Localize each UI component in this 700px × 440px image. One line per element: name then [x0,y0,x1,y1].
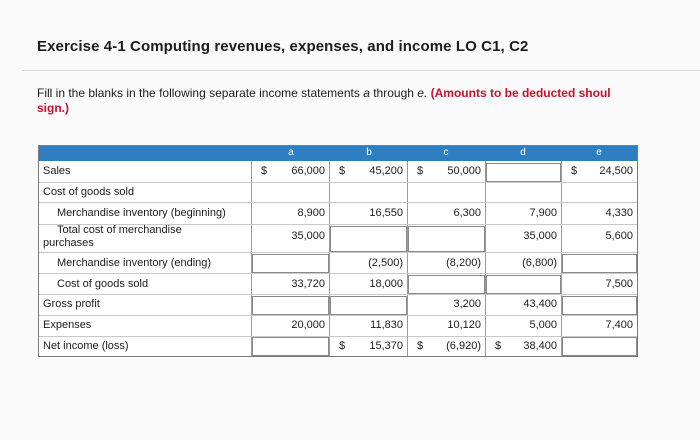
inv-begin-c-value: 6,300 [453,207,481,219]
col-header-a: a [288,147,294,158]
currency-symbol: $ [339,340,346,352]
row-label-net-income: Net income (loss) [43,340,129,352]
expenses-a-value: 20,000 [291,319,325,331]
currency-symbol: $ [339,165,346,177]
currency-symbol: $ [571,165,578,177]
net-income-a-input[interactable] [252,337,329,356]
divider [22,70,700,71]
total-cost-b-input[interactable] [330,226,407,252]
sales-e-value: 24,500 [599,165,633,177]
cogs-a-value: 33,720 [291,278,325,290]
sales-b-value: 45,200 [369,165,403,177]
instructions-text: Fill in the blanks in the following separate income statements [37,86,360,100]
gross-profit-d-value: 43,400 [523,298,557,310]
row-divider [39,336,637,337]
total-cost-a-value: 35,000 [291,230,325,242]
currency-symbol: $ [417,165,424,177]
inv-begin-d-value: 7,900 [529,207,557,219]
inv-end-a-input[interactable] [252,254,329,273]
row-label-expenses: Expenses [43,319,92,331]
row-label-cogs-header: Cost of goods sold [43,186,135,198]
row-label-inv-begin: Merchandise inventory (beginning) [57,207,226,219]
instructions-a: a [363,86,370,100]
inv-begin-e-value: 4,330 [605,207,633,219]
total-cost-e-value: 5,600 [605,230,633,242]
total-cost-c-input[interactable] [408,226,485,252]
inv-begin-b-value: 16,550 [369,207,403,219]
row-divider [39,182,637,183]
cogs-b-value: 18,000 [369,278,403,290]
row-label-sales: Sales [43,165,71,177]
currency-symbol: $ [417,340,424,352]
col-header-d: d [520,147,526,158]
income-statement-table [38,145,638,357]
net-income-e-input[interactable] [562,337,637,356]
row-label-cogs: Cost of goods sold [57,278,149,290]
net-income-d-value: 38,400 [523,340,557,352]
gross-profit-c-value: 3,200 [453,298,481,310]
total-cost-d-value: 35,000 [523,230,557,242]
expenses-d-value: 5,000 [529,319,557,331]
inv-end-e-input[interactable] [562,254,637,273]
instructions [37,86,697,101]
row-label-total-cost-2: purchases [43,237,94,249]
net-income-c-value: (6,920) [446,340,481,352]
instructions-note-cont: sign.) [37,101,69,115]
sales-d-input[interactable] [486,163,561,182]
instructions-note: (Amounts to be deducted shoul [430,86,611,100]
net-income-b-value: 15,370 [369,340,403,352]
row-divider [39,294,637,295]
row-label-gross-profit: Gross profit [43,298,100,310]
row-label-total-cost: Total cost of merchandise [57,224,182,236]
gross-profit-e-input[interactable] [562,296,637,315]
row-divider [39,273,637,274]
sales-c-value: 50,000 [447,165,481,177]
table-header [39,146,637,161]
cogs-c-input[interactable] [408,275,485,294]
col-header-e: e [596,147,602,158]
col-divider [329,161,330,356]
expenses-e-value: 7,400 [605,319,633,331]
inv-end-c-value: (8,200) [446,257,481,269]
instructions-e: e. [417,86,428,100]
inv-end-d-value: (6,800) [522,257,557,269]
cogs-d-input[interactable] [486,275,561,294]
expenses-b-value: 11,830 [370,319,403,331]
instructions-through: through [373,86,414,100]
row-divider [39,252,637,253]
page-title: Exercise 4-1 Computing revenues, expenses, and income LO C1, C2 [37,38,529,55]
row-divider [39,202,637,203]
cogs-e-value: 7,500 [605,278,633,290]
col-divider [407,161,408,356]
sales-a-value: 66,000 [291,165,325,177]
gross-profit-b-input[interactable] [330,296,407,315]
row-divider [39,315,637,316]
col-divider [485,161,486,356]
inv-begin-a-value: 8,900 [297,207,325,219]
row-label-inv-end: Merchandise inventory (ending) [57,257,212,269]
inv-end-b-value: (2,500) [368,257,403,269]
currency-symbol: $ [495,340,502,352]
currency-symbol: $ [261,165,268,177]
col-header-c: c [443,147,449,158]
col-header-b: b [366,147,372,158]
expenses-c-value: 10,120 [447,319,481,331]
gross-profit-a-input[interactable] [252,296,329,315]
